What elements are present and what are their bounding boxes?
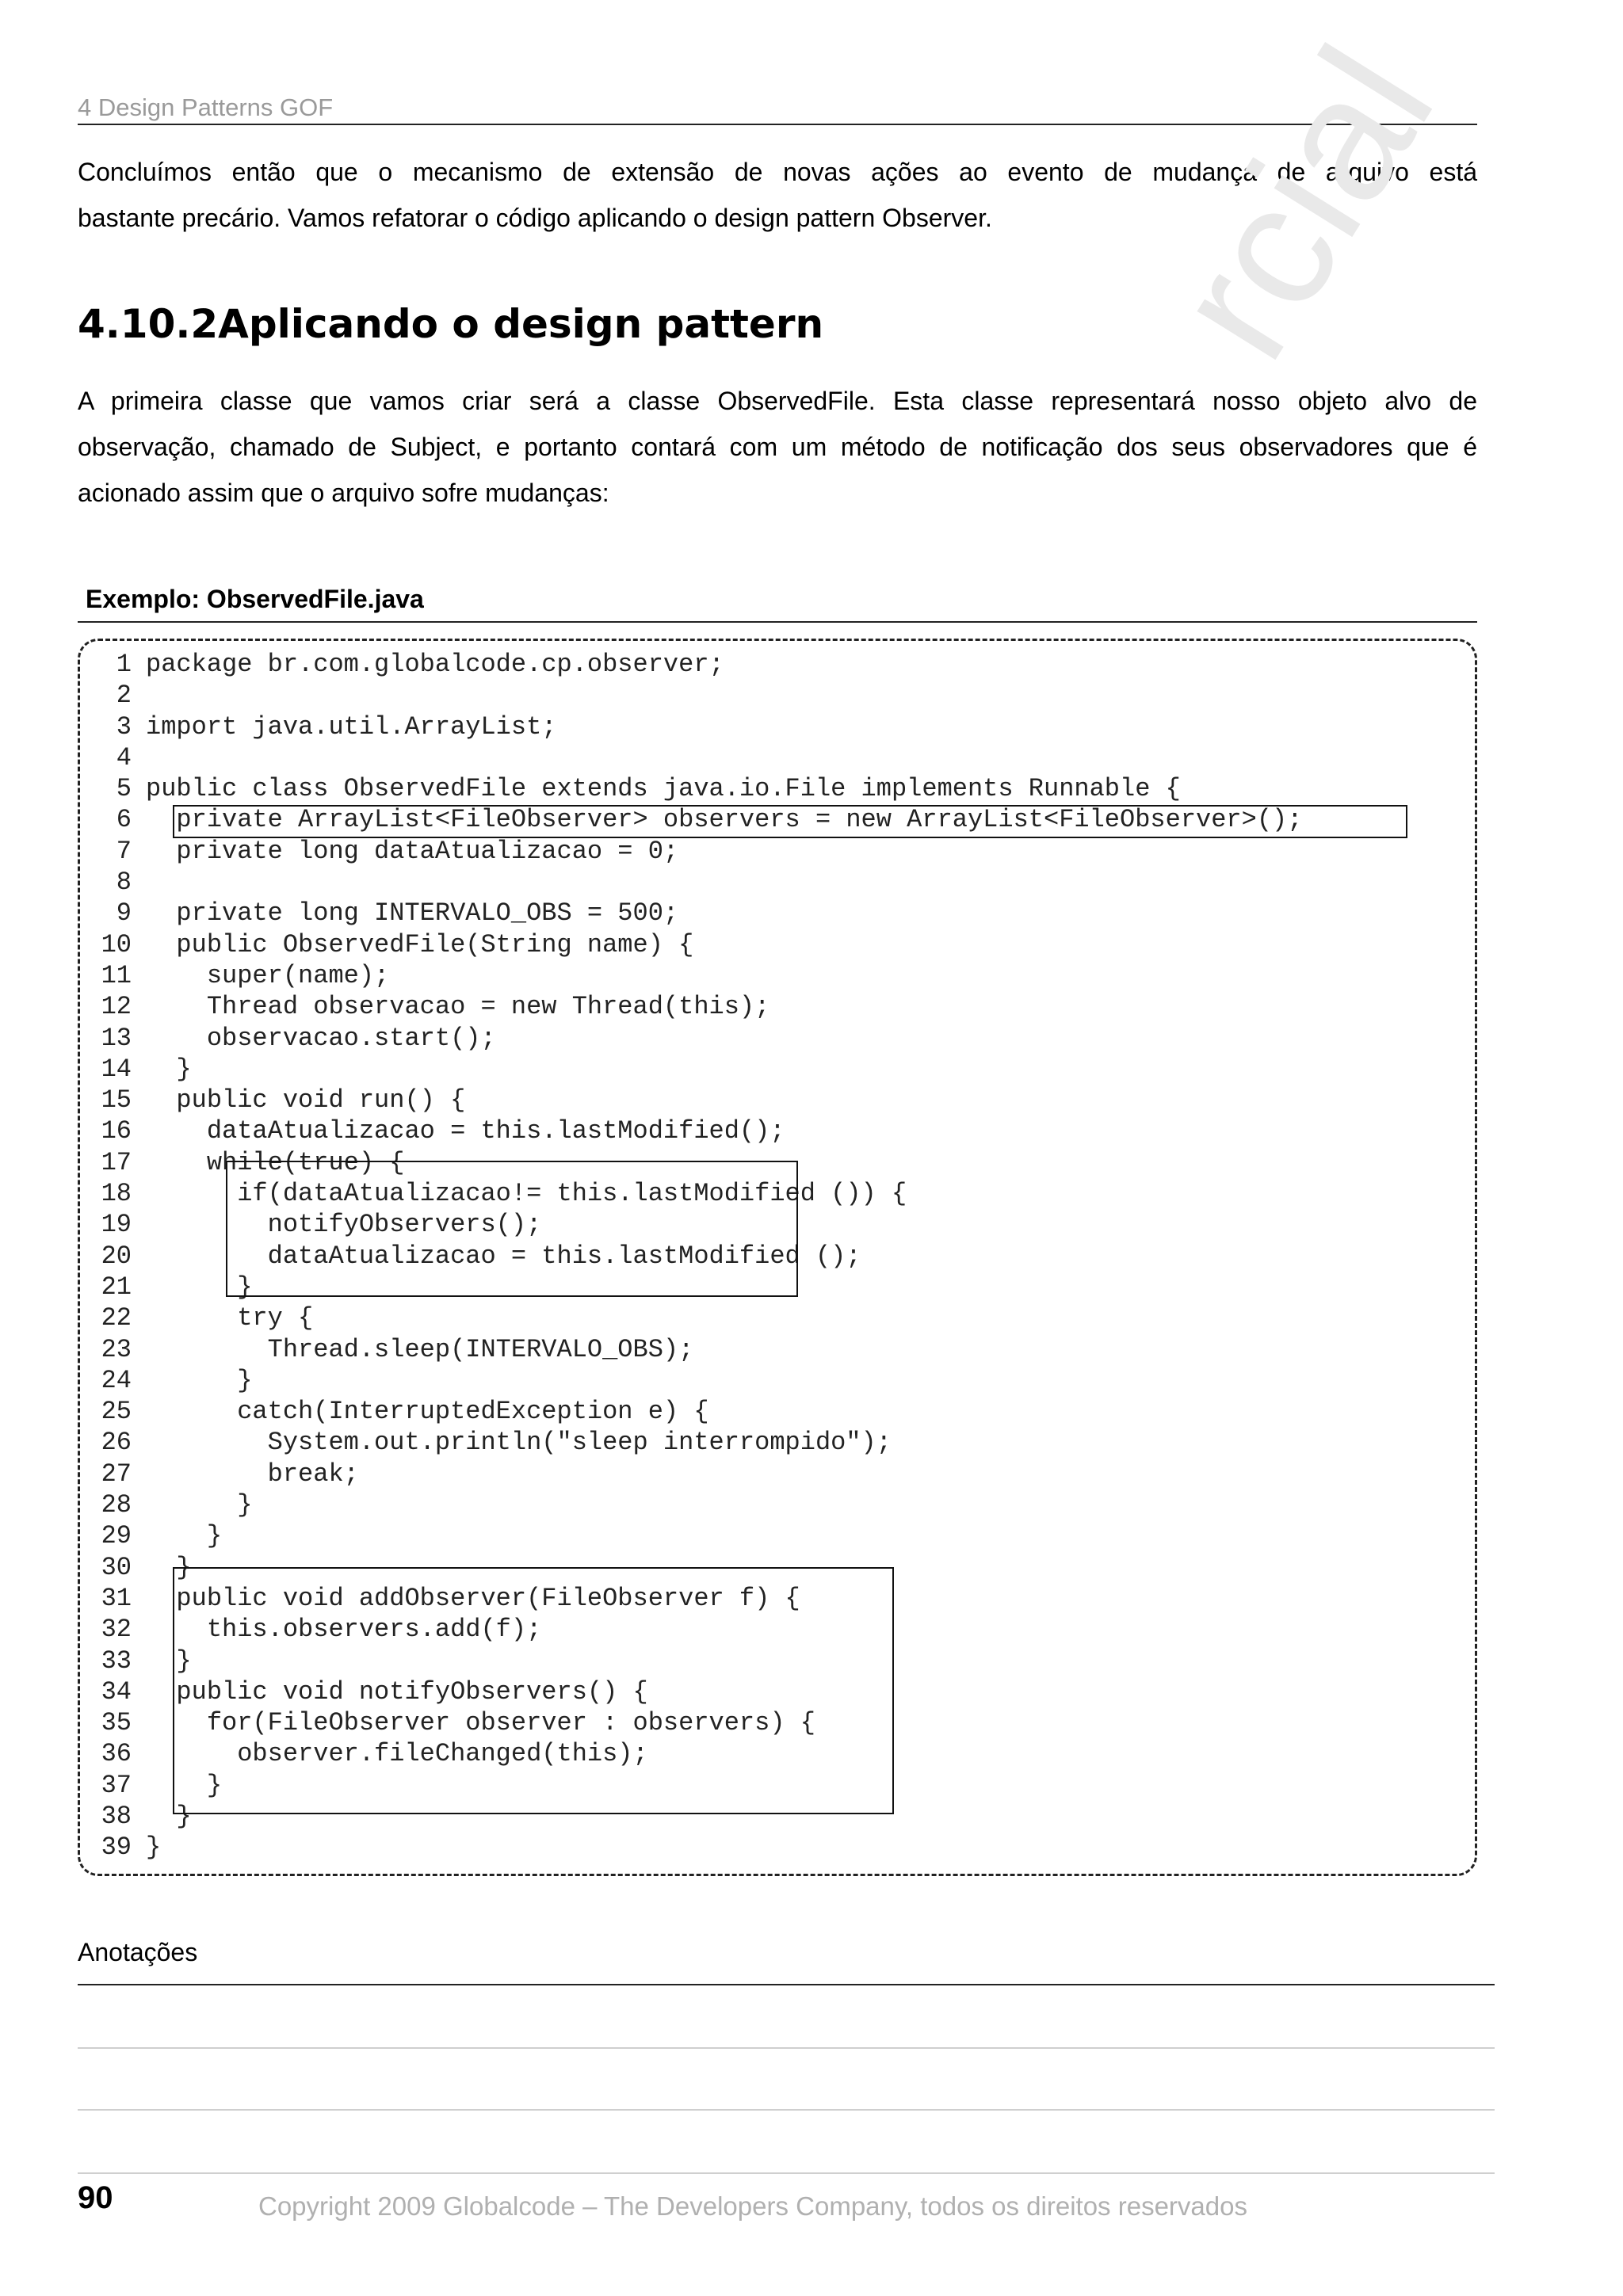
line-number: 21 bbox=[101, 1272, 132, 1302]
code-line bbox=[78, 1085, 1477, 1116]
code-line bbox=[78, 1365, 1477, 1396]
code-text: public void run() { bbox=[146, 1085, 466, 1116]
line-number: 26 bbox=[101, 1428, 132, 1458]
line-number: 12 bbox=[101, 992, 132, 1022]
code-text: } bbox=[146, 1833, 162, 1863]
line-number: 4 bbox=[116, 742, 132, 772]
line-number: 31 bbox=[101, 1583, 132, 1613]
line-number: 17 bbox=[101, 1147, 132, 1177]
code-text: observacao.start(); bbox=[146, 1023, 496, 1053]
code-line bbox=[78, 1023, 1477, 1054]
code-text: while(true) { bbox=[146, 1147, 405, 1177]
code-text: if(dataAtualizacao!= this.lastModified ()) { bbox=[146, 1179, 907, 1209]
code-line bbox=[78, 991, 1477, 1022]
notes-rule bbox=[78, 1984, 1495, 1985]
code-text: for(FileObserver observer : observers) { bbox=[146, 1708, 815, 1738]
notes-line bbox=[78, 2109, 1495, 2111]
line-number: 33 bbox=[101, 1646, 132, 1676]
line-number: 27 bbox=[101, 1459, 132, 1489]
code-text: public class ObservedFile extends java.io.File implements Runnable { bbox=[146, 774, 1181, 804]
code-text: } bbox=[146, 1054, 192, 1084]
code-text: observer.fileChanged(this); bbox=[146, 1739, 648, 1769]
code-text: } bbox=[146, 1646, 192, 1676]
code-text: this.observers.add(f); bbox=[146, 1615, 542, 1645]
watermark: rcial bbox=[1135, 15, 1470, 390]
code-text: Thread observacao = new Thread(this); bbox=[146, 992, 770, 1022]
line-number: 7 bbox=[116, 836, 132, 866]
code-text: System.out.println("sleep interrompido"); bbox=[146, 1428, 892, 1458]
line-number: 20 bbox=[101, 1241, 132, 1271]
code-line bbox=[78, 649, 1477, 680]
code-text: package br.com.globalcode.cp.observer; bbox=[146, 650, 724, 679]
example-caption: Exemplo: ObservedFile.java bbox=[86, 585, 424, 613]
section-heading: 4.10.2Aplicando o design pattern bbox=[78, 301, 824, 347]
notes-line bbox=[78, 2047, 1495, 2049]
line-number: 23 bbox=[101, 1334, 132, 1364]
highlight-observer-methods bbox=[173, 1567, 894, 1814]
code-text: } bbox=[146, 1365, 253, 1395]
code-line bbox=[78, 1334, 1477, 1365]
line-number: 39 bbox=[101, 1833, 132, 1863]
line-number: 38 bbox=[101, 1801, 132, 1831]
line-number: 25 bbox=[101, 1397, 132, 1427]
intro-paragraph bbox=[78, 149, 1477, 241]
highlight-notify-block bbox=[226, 1161, 798, 1297]
code-line bbox=[78, 711, 1477, 742]
code-line bbox=[78, 1520, 1477, 1551]
code-text: super(name); bbox=[146, 960, 390, 990]
line-number: 10 bbox=[101, 929, 132, 959]
line-number: 14 bbox=[101, 1054, 132, 1084]
code-text: } bbox=[146, 1521, 223, 1551]
code-line bbox=[78, 1832, 1477, 1863]
code-line bbox=[78, 1489, 1477, 1520]
line-number: 5 bbox=[116, 774, 132, 804]
code-line bbox=[78, 1427, 1477, 1458]
line-number: 2 bbox=[116, 681, 132, 711]
code-text: } bbox=[146, 1770, 223, 1800]
code-text: private ArrayList<FileObserver> observers = new ArrayList<FileObserver>(); bbox=[146, 805, 1303, 835]
example-rule bbox=[78, 621, 1477, 623]
copyright-notice: Copyright 2009 Globalcode – The Developers Company, todos os direitos reservados bbox=[258, 2191, 1247, 2221]
code-text: break; bbox=[146, 1459, 359, 1489]
line-number: 24 bbox=[101, 1365, 132, 1395]
page-number: 90 bbox=[78, 2180, 113, 2215]
code-text: } bbox=[146, 1552, 192, 1582]
code-line bbox=[78, 836, 1477, 867]
line-number: 37 bbox=[101, 1770, 132, 1800]
body-paragraph bbox=[78, 378, 1477, 516]
body-line: observação, chamado de Subject, e portanto contará com um método de notificação dos seus observadores que é bbox=[78, 433, 1477, 461]
code-text: Thread.sleep(INTERVALO_OBS); bbox=[146, 1334, 694, 1364]
line-number: 16 bbox=[101, 1116, 132, 1146]
intro-line: Concluímos então que o mecanismo de extensão de novas ações ao evento de mudança de arquivo está bbox=[78, 158, 1477, 186]
code-line bbox=[78, 773, 1477, 804]
code-text: } bbox=[146, 1490, 253, 1520]
notes-heading: Anotações bbox=[78, 1938, 198, 1966]
code-text: public void notifyObservers() { bbox=[146, 1676, 648, 1707]
line-number: 34 bbox=[101, 1676, 132, 1707]
line-number: 11 bbox=[101, 960, 132, 990]
line-number: 6 bbox=[116, 805, 132, 835]
code-line bbox=[78, 867, 1477, 898]
code-line bbox=[78, 1396, 1477, 1427]
code-line bbox=[78, 898, 1477, 929]
line-number: 28 bbox=[101, 1490, 132, 1520]
running-header: 4 Design Patterns GOF bbox=[78, 93, 1477, 125]
line-number: 19 bbox=[101, 1210, 132, 1240]
line-number: 30 bbox=[101, 1552, 132, 1582]
code-text: public void addObserver(FileObserver f) { bbox=[146, 1583, 800, 1613]
line-number: 35 bbox=[101, 1708, 132, 1738]
line-number: 8 bbox=[116, 868, 132, 898]
code-text: catch(InterruptedException e) { bbox=[146, 1397, 709, 1427]
code-text: dataAtualizacao = this.lastModified(); bbox=[146, 1116, 785, 1146]
code-text: dataAtualizacao = this.lastModified (); bbox=[146, 1241, 861, 1271]
line-number: 36 bbox=[101, 1739, 132, 1769]
code-line bbox=[78, 680, 1477, 711]
line-number: 32 bbox=[101, 1615, 132, 1645]
line-number: 18 bbox=[101, 1179, 132, 1209]
code-line bbox=[78, 1054, 1477, 1085]
line-number: 1 bbox=[116, 650, 132, 679]
body-line: acionado assim que o arquivo sofre mudanças: bbox=[78, 479, 609, 507]
code-text: private long INTERVALO_OBS = 500; bbox=[146, 898, 679, 929]
notes-line bbox=[78, 2172, 1495, 2174]
code-line bbox=[78, 960, 1477, 991]
line-number: 29 bbox=[101, 1521, 132, 1551]
code-line bbox=[78, 1116, 1477, 1146]
code-line bbox=[78, 742, 1477, 773]
code-text: } bbox=[146, 1801, 192, 1831]
line-number: 9 bbox=[116, 898, 132, 929]
code-text: } bbox=[146, 1272, 253, 1302]
code-line bbox=[78, 929, 1477, 960]
code-text: public ObservedFile(String name) { bbox=[146, 929, 694, 959]
code-text: notifyObservers(); bbox=[146, 1210, 542, 1240]
body-line: A primeira classe que vamos criar será a classe ObservedFile. Esta classe representará nosso objeto alvo de bbox=[78, 387, 1477, 415]
code-text: try { bbox=[146, 1303, 314, 1333]
intro-line: bastante precário. Vamos refatorar o código aplicando o design pattern Observer. bbox=[78, 204, 992, 232]
line-number: 3 bbox=[116, 711, 132, 742]
code-text: import java.util.ArrayList; bbox=[146, 711, 557, 742]
line-number: 15 bbox=[101, 1085, 132, 1116]
highlight-observers-field bbox=[173, 805, 1407, 838]
line-number: 13 bbox=[101, 1023, 132, 1053]
code-line bbox=[78, 1302, 1477, 1333]
code-line bbox=[78, 1459, 1477, 1489]
code-text: private long dataAtualizacao = 0; bbox=[146, 836, 679, 866]
line-number: 22 bbox=[101, 1303, 132, 1333]
